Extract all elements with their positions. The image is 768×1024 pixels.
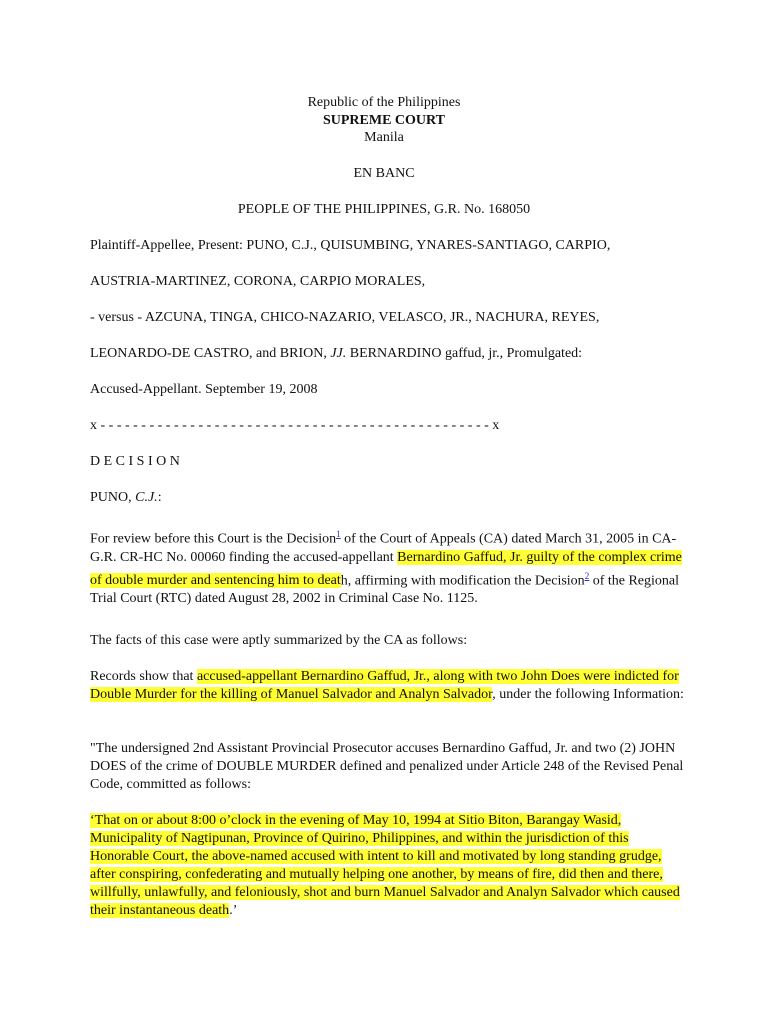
footnote-link-1[interactable]: 1 (336, 529, 341, 539)
ponente (90, 490, 162, 506)
caption-line-5-jj: JJ. (330, 346, 347, 361)
p1-text-a: For review before this Court is the Decision (90, 531, 337, 547)
paragraph-3 (90, 668, 690, 704)
paragraph-5 (90, 812, 690, 920)
paragraph-2: The facts of this case were aptly summarized by the CA as follows: (90, 633, 468, 648)
court-name: SUPREME COURT (322, 112, 445, 128)
p3-text-a: Records show that (90, 669, 197, 684)
p1-highlight: Bernardino Gaffud, Jr. guilty of the complex crime of double murder and sentencing him to deat (90, 549, 682, 589)
court-city: Manila (364, 130, 404, 145)
case-title: PEOPLE OF THE PHILIPPINES, G.R. No. 168050 (237, 202, 531, 217)
footnote-link-2[interactable]: 2 (584, 570, 590, 581)
court-header (0, 94, 768, 147)
paragraph-1 (90, 525, 690, 608)
republic-line: Republic of the Philippines (307, 95, 461, 110)
caption-line-6: Accused-Appellant. September 19, 2008 (90, 382, 318, 397)
p1-text-c: h, affirming with modification the Decision (340, 573, 585, 589)
p1-text-b: of the Court of Appeals (CA) dated March 31, 2005 in CA-G.R. CR-HC No. 00060 finding the accused-appellant (90, 531, 677, 565)
division-label: EN BANC (353, 166, 415, 181)
paragraph-4: "The undersigned 2nd Assistant Provincial Prosecutor accuses Bernardino Gaffud, Jr. and two (2) JOHN DOES of the crime of DOUBLE MURDER defined and penalized under Article 248 of the Revised Penal Code, committed as follows: (90, 741, 684, 792)
caption-line-2: Plaintiff-Appellee, Present: PUNO, C.J., QUISUMBING, YNARES-SANTIAGO, CARPIO, (90, 238, 611, 253)
p5-highlight: ‘That on or about 8:00 o’clock in the evening of May 10, 1994 at Sitio Biton, Barangay Wasid, Municipality of Nagtipunan, Province of Quirino, Philippines, and within the jurisdiction of this Honorable Court, the above-named accused with intent to kill and motivated by long standing grudge, after conspiring, confederating and mutually helping one another, by means of fire, did then and there, willfully, unlawfully, and feloniously, shot and burn Manuel Salvador and Analyn Salvador which caused their instantaneous death (90, 813, 680, 918)
p3-text-b: , under the following Information: (492, 687, 684, 702)
decision-title: D E C I S I O N (90, 454, 180, 469)
separator-line: x - - - - - - - - - - - - - - - - - - - - - - - - - - - - - - - - - - - - - - - - - - - - - - - - x (90, 418, 500, 433)
ponente-title: C.J. (135, 490, 158, 505)
p3-highlight: accused-appellant Bernardino Gaffud, Jr., along with two John Does were indicted for Double Murder for the killing of Manuel Salvador and Analyn Salvador (90, 669, 679, 702)
p5-text-b: .’ (229, 903, 238, 918)
p1-text-d: of the Regional Trial Court (RTC) dated August 28, 2002 in Criminal Case No. 1125. (90, 573, 679, 607)
ponente-name: PUNO, (90, 490, 136, 505)
ponente-colon: : (157, 490, 162, 505)
caption-line-3: AUSTRIA-MARTINEZ, CORONA, CARPIO MORALES, (90, 274, 426, 289)
caption-line-5-c: BERNARDINO gaffud, jr., Promulgated: (346, 346, 583, 361)
caption-line-4: - versus - AZCUNA, TINGA, CHICO-NAZARIO, VELASCO, JR., NACHURA, REYES, (90, 310, 600, 325)
caption-line-5 (90, 346, 582, 362)
caption-line-5-a: LEONARDO-DE CASTRO, and BRION, (90, 346, 331, 361)
